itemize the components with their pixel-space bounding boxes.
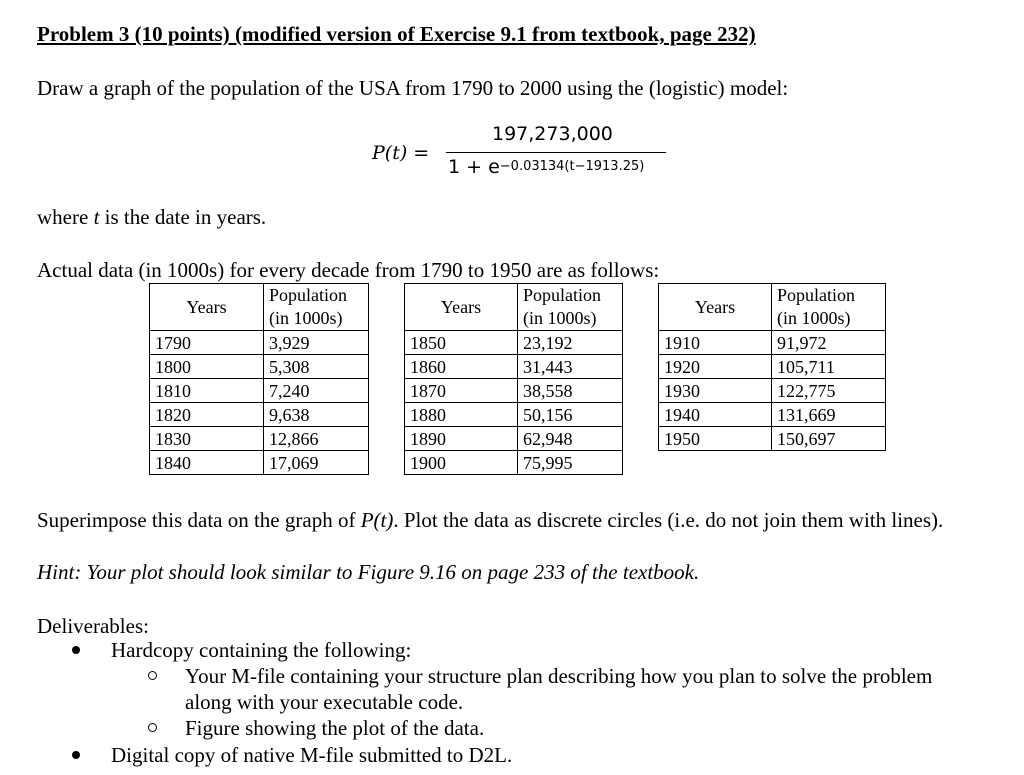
table-row xyxy=(659,379,886,403)
year-cell: 1800 xyxy=(150,355,264,379)
population-cell: 62,948 xyxy=(518,427,623,451)
header-population xyxy=(772,284,886,331)
header-population-line2: (in 1000s) xyxy=(269,308,343,328)
table-row xyxy=(405,355,623,379)
year-cell: 1920 xyxy=(659,355,772,379)
deliverable-digital: Digital copy of native M-file submitted to D2L. xyxy=(111,743,513,767)
circle-bullet-icon xyxy=(148,671,157,680)
superimpose-part3: . Plot the data as discrete circles (i.e. do not join them with lines). xyxy=(393,508,944,532)
year-cell: 1930 xyxy=(659,379,772,403)
header-population xyxy=(264,284,369,331)
hint-text: Hint: Your plot should look similar to Figure 9.16 on page 233 of the textbook. xyxy=(37,560,700,584)
formula-lhs xyxy=(372,142,429,164)
table-row xyxy=(405,379,623,403)
logistic-formula xyxy=(372,122,672,182)
deliverable-mfile-line2: along with your executable code. xyxy=(185,690,464,714)
header-population xyxy=(518,284,623,331)
formula-numerator: 197,273,000 xyxy=(492,123,613,145)
header-years: Years xyxy=(405,284,518,331)
header-years: Years xyxy=(150,284,264,331)
year-cell: 1820 xyxy=(150,403,264,427)
where-var: t xyxy=(93,205,100,229)
year-cell: 1910 xyxy=(659,331,772,355)
population-cell: 122,775 xyxy=(772,379,886,403)
year-cell: 1880 xyxy=(405,403,518,427)
table-header-row xyxy=(405,284,623,331)
year-cell: 1790 xyxy=(150,331,264,355)
bullet-icon xyxy=(72,751,80,759)
problem-heading: Problem 3 (10 points) (modified version of Exercise 9.1 from textbook, page 232) xyxy=(37,22,756,46)
bullet-icon xyxy=(72,646,80,654)
formula-exponent: −0.03134(t−1913.25) xyxy=(499,159,645,174)
year-cell: 1950 xyxy=(659,427,772,451)
population-cell: 91,972 xyxy=(772,331,886,355)
population-cell: 131,669 xyxy=(772,403,886,427)
where-prefix: where xyxy=(37,205,94,229)
population-cell: 23,192 xyxy=(518,331,623,355)
table-row xyxy=(405,331,623,355)
population-cell: 12,866 xyxy=(264,427,369,451)
table-row xyxy=(659,427,886,451)
table-header-row xyxy=(150,284,369,331)
table-row xyxy=(150,379,369,403)
year-cell: 1890 xyxy=(405,427,518,451)
population-cell: 150,697 xyxy=(772,427,886,451)
year-cell: 1850 xyxy=(405,331,518,355)
header-population-line1: Population xyxy=(269,285,348,305)
header-years: Years xyxy=(659,284,772,331)
table-row xyxy=(150,355,369,379)
population-cell: 17,069 xyxy=(264,451,369,475)
fraction-bar xyxy=(446,152,666,153)
table-row xyxy=(659,403,886,427)
population-cell: 31,443 xyxy=(518,355,623,379)
formula-den-base: 1 + e xyxy=(448,156,500,178)
where-text xyxy=(37,205,266,230)
table-row xyxy=(405,451,623,475)
population-cell: 105,711 xyxy=(772,355,886,379)
circle-bullet-icon xyxy=(148,723,157,732)
population-table-3 xyxy=(658,283,886,451)
table-row xyxy=(659,331,886,355)
table-header-row xyxy=(659,284,886,331)
formula-denominator xyxy=(448,156,644,178)
population-table-1 xyxy=(149,283,369,475)
header-population-line2: (in 1000s) xyxy=(523,308,597,328)
formula-equals: = xyxy=(413,142,430,164)
year-cell: 1940 xyxy=(659,403,772,427)
table-row xyxy=(150,427,369,451)
year-cell: 1900 xyxy=(405,451,518,475)
table-row xyxy=(659,355,886,379)
year-cell: 1810 xyxy=(150,379,264,403)
population-cell: 50,156 xyxy=(518,403,623,427)
population-table-2 xyxy=(404,283,623,475)
deliverables-label: Deliverables: xyxy=(37,614,149,638)
table-row xyxy=(150,331,369,355)
intro-text: Draw a graph of the population of the USA from 1790 to 2000 using the (logistic) model: xyxy=(37,76,789,100)
deliverable-figure: Figure showing the plot of the data. xyxy=(185,716,485,740)
table-row xyxy=(150,403,369,427)
population-cell: 9,638 xyxy=(264,403,369,427)
header-population-line1: Population xyxy=(523,285,602,305)
header-population-line2: (in 1000s) xyxy=(777,308,851,328)
population-cell: 75,995 xyxy=(518,451,623,475)
where-suffix: is the date in years. xyxy=(99,205,267,229)
year-cell: 1840 xyxy=(150,451,264,475)
year-cell: 1870 xyxy=(405,379,518,403)
superimpose-text xyxy=(37,508,943,533)
actual-data-text: Actual data (in 1000s) for every decade from 1790 to 1950 are as follows: xyxy=(37,258,660,282)
formula-function: P(t) xyxy=(372,142,408,164)
population-cell: 3,929 xyxy=(264,331,369,355)
population-cell: 7,240 xyxy=(264,379,369,403)
superimpose-function: P(t) xyxy=(360,508,394,532)
deliverable-hardcopy: Hardcopy containing the following: xyxy=(111,638,412,662)
deliverable-mfile-line1: Your M-file containing your structure plan describing how you plan to solve the problem xyxy=(185,664,933,688)
superimpose-part1: Superimpose this data on the graph of xyxy=(37,508,361,532)
table-row xyxy=(150,451,369,475)
year-cell: 1830 xyxy=(150,427,264,451)
table-row xyxy=(405,403,623,427)
table-row xyxy=(405,427,623,451)
header-population-line1: Population xyxy=(777,285,856,305)
population-cell: 5,308 xyxy=(264,355,369,379)
year-cell: 1860 xyxy=(405,355,518,379)
population-cell: 38,558 xyxy=(518,379,623,403)
